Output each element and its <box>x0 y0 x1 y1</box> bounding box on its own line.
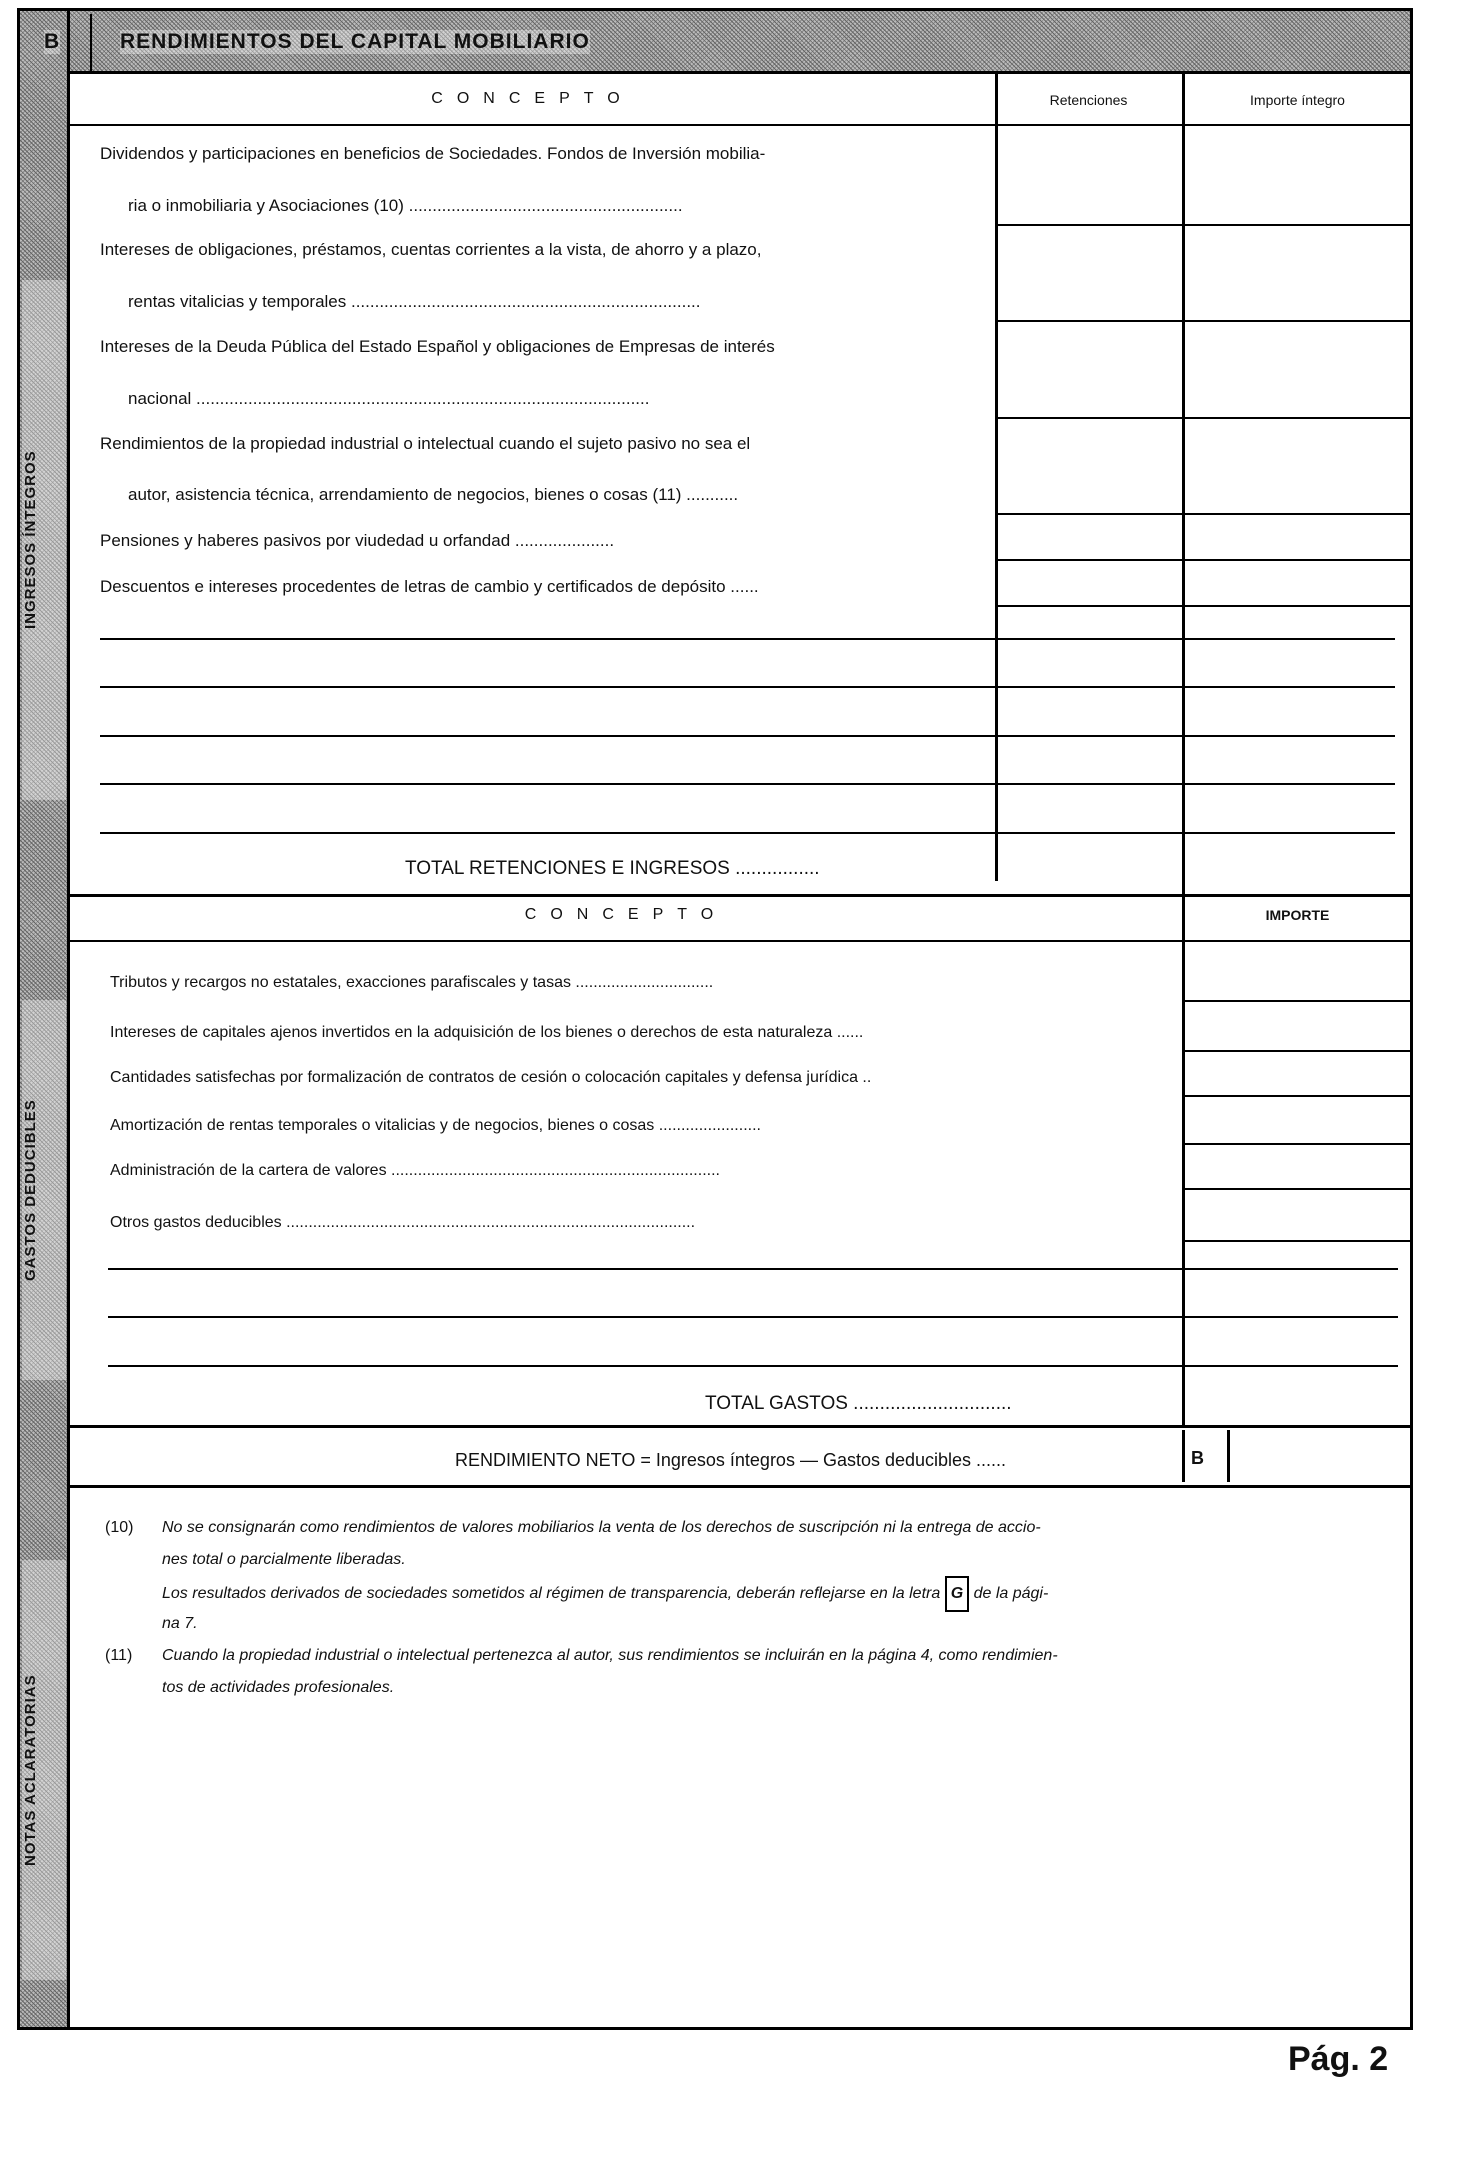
income-row-label: rentas vitalicias y temporales .......................................................................... <box>128 292 701 311</box>
col-divider <box>1182 74 1185 894</box>
expense-row-label: Otros gastos deducibles ............................................................................................ <box>110 1214 696 1231</box>
income-row-label: Dividendos y participaciones en beneficios de Sociedades. Fondos de Inversión mobilia- <box>100 144 766 163</box>
blank-entry-line[interactable] <box>108 1268 1398 1270</box>
blank-entry-line[interactable] <box>108 1316 1398 1318</box>
income-row-label: Descuentos e intereses procedentes de letras de cambio y certificados de depósito ...... <box>100 577 759 596</box>
blank-entry-line[interactable] <box>100 735 1395 737</box>
note-11-line1: Cuando la propiedad industrial o intelectual pertenezca al autor, sus rendimientos se incluirán en la página 4, como rendimien- <box>162 1647 1058 1664</box>
blank-entry-line[interactable] <box>108 1365 1398 1367</box>
gross-input-line[interactable] <box>1182 559 1413 561</box>
note-10-line1: No se consignarán como rendimientos de valores mobiliarios la venta de los derechos de suscripción ni la entrega de accio- <box>162 1519 1041 1536</box>
divider <box>70 1425 1413 1428</box>
blank-entry-line[interactable] <box>100 783 1395 785</box>
retentions-input-line[interactable] <box>995 513 1182 515</box>
note-11-number: (11) <box>105 1647 133 1664</box>
note-10-line3-text: Los resultados derivados de sociedades sometidos al régimen de transparencia, deberán reflejarse en la letra <box>162 1585 941 1602</box>
note-10-number: (10) <box>105 1519 134 1536</box>
gross-input-line[interactable] <box>1182 513 1413 515</box>
income-row-label: Intereses de obligaciones, préstamos, cuentas corrientes a la vista, de ahorro y a plazo, <box>100 240 762 259</box>
note-10-line3-end: de la pági- <box>973 1585 1049 1602</box>
amount-header: IMPORTE <box>1265 907 1330 923</box>
expense-row-label: Amortización de rentas temporales o vitalicias y de negocios, bienes o cosas ....................... <box>110 1117 761 1134</box>
amount-input-line[interactable] <box>1182 1095 1413 1097</box>
income-concept-header: CONCEPTO <box>431 90 634 107</box>
letter-g-box: G <box>945 1576 969 1612</box>
expenses-concept-header: CONCEPTO <box>524 906 728 923</box>
page-number: Pág. 2 <box>1288 2040 1389 2078</box>
amount-input-line[interactable] <box>1182 1000 1413 1002</box>
col-divider <box>995 74 998 881</box>
divider <box>70 894 1413 897</box>
amount-input-line[interactable] <box>1182 1050 1413 1052</box>
retentions-header: Retenciones <box>1049 92 1128 108</box>
income-row-label: Intereses de la Deuda Pública del Estado Español y obligaciones de Empresas de interés <box>100 337 775 356</box>
retentions-input-line[interactable] <box>995 320 1182 322</box>
amount-input-line[interactable] <box>1182 1240 1413 1242</box>
section-letter: B <box>44 30 61 53</box>
amount-input-line[interactable] <box>1182 1143 1413 1145</box>
divider <box>70 940 1413 942</box>
divider <box>70 124 1413 126</box>
expense-row-label: Tributos y recargos no estatales, exacciones parafiscales y tasas ............................... <box>110 974 714 991</box>
retentions-input-line[interactable] <box>995 605 1182 607</box>
header-divider <box>90 14 92 74</box>
note-10-line4: na 7. <box>162 1615 198 1632</box>
retentions-input-line[interactable] <box>995 417 1182 419</box>
total-income-label: TOTAL RETENCIONES E INGRESOS ................ <box>405 858 820 879</box>
expense-row-label: Cantidades satisfechas por formalización de contratos de cesión o colocación capitales y defensa jurídica .. <box>110 1069 872 1086</box>
side-label-notes: NOTAS ACLARATORIAS <box>22 1560 66 1980</box>
blank-entry-line[interactable] <box>100 686 1395 688</box>
gross-input-line[interactable] <box>1182 224 1413 226</box>
net-income-label: RENDIMIENTO NETO = Ingresos íntegros — Gastos deducibles ...... <box>455 1450 1007 1470</box>
amount-input-line[interactable] <box>1182 1188 1413 1190</box>
net-income-box[interactable]: B <box>1182 1430 1230 1482</box>
total-expenses-label: TOTAL GASTOS .............................. <box>705 1393 1012 1414</box>
col-divider <box>1182 894 1185 1426</box>
gross-input-line[interactable] <box>1182 605 1413 607</box>
retentions-input-line[interactable] <box>995 224 1182 226</box>
income-row-label: autor, asistencia técnica, arrendamiento de negocios, bienes o cosas (11) ........... <box>128 485 739 504</box>
side-label-expenses: GASTOS DEDUCIBLES <box>22 1000 66 1380</box>
note-10-line3 <box>162 1576 1048 1612</box>
income-row-label: Pensiones y haberes pasivos por viudedad u orfandad ..................... <box>100 531 615 550</box>
gross-input-line[interactable] <box>1182 417 1413 419</box>
retentions-input-line[interactable] <box>995 559 1182 561</box>
blank-entry-line[interactable] <box>100 832 1395 834</box>
note-11-line2: tos de actividades profesionales. <box>162 1679 395 1696</box>
income-row-label: Rendimientos de la propiedad industrial o intelectual cuando el sujeto pasivo no sea el <box>100 434 751 453</box>
income-row-label: nacional ................................................................................................ <box>128 389 650 408</box>
gross-amount-header: Importe íntegro <box>1250 92 1345 108</box>
expense-row-label: Administración de la cartera de valores .......................................................................... <box>110 1162 720 1179</box>
side-label-income: INGRESOS ÍNTEGROS <box>22 280 66 800</box>
divider <box>70 1485 1413 1488</box>
expense-row-label: Intereses de capitales ajenos invertidos en la adquisición de los bienes o derechos de esta naturaleza ...... <box>110 1024 864 1041</box>
income-row-label: ria o inmobiliaria y Asociaciones (10) .......................................................... <box>128 196 683 215</box>
section-title: RENDIMIENTOS DEL CAPITAL MOBILIARIO <box>120 30 590 53</box>
note-10-line2: nes total o parcialmente liberadas. <box>162 1551 406 1568</box>
gross-input-line[interactable] <box>1182 320 1413 322</box>
blank-entry-line[interactable] <box>100 638 1395 640</box>
